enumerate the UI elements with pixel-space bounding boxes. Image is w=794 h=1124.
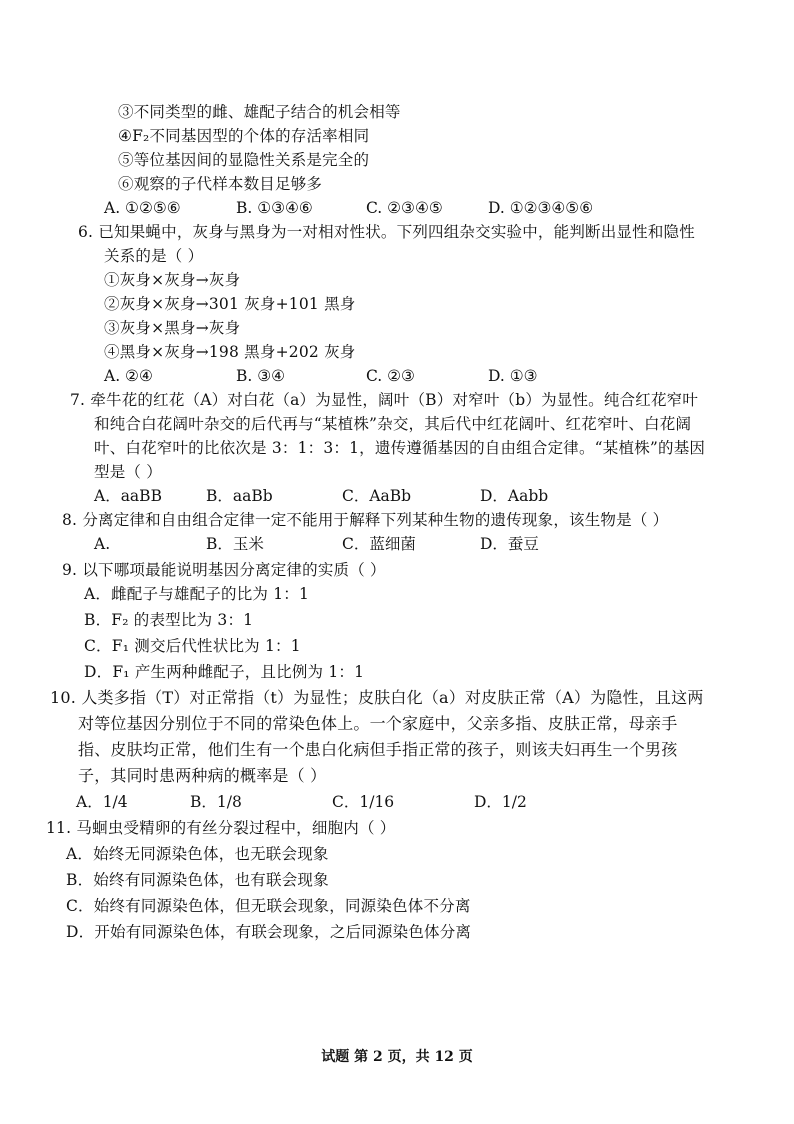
q5-option-b: B. ①③④⑥ (236, 199, 313, 217)
q5-item-4: ④F₂不同基因型的个体的存活率相同 (118, 127, 370, 145)
q7-stem-line2: 和纯合白花阔叶杂交的后代再与“某植株”杂交，其后代中红花阔叶、红花窄叶、白花阔 (94, 415, 692, 433)
q7-stem-line4: 型是（ ） (94, 463, 162, 481)
q8-option-c: C．蓝细菌 (342, 535, 416, 553)
q8-stem-line1: 8. 分离定律和自由组合定律一定不能用于解释下列某种生物的遗传现象，该生物是（ ） (62, 511, 669, 529)
q6-option-a: A. ②④ (104, 367, 153, 385)
q11-option-d: D．开始有同源染色体，有联会现象，之后同源染色体分离 (66, 923, 472, 941)
q9-option-b: B．F₂ 的表型比为 3：1 (84, 611, 254, 629)
q10-stem-line3: 指、皮肤均正常，他们生有一个患白化病但手指正常的孩子，则该夫妇再生一个男孩 (78, 740, 678, 759)
q11-option-b: B．始终有同源染色体，也有联会现象 (66, 871, 329, 889)
q10-option-c: C．1/16 (332, 793, 395, 811)
q11-option-a: A．始终无同源染色体，也无联会现象 (66, 845, 329, 863)
q10-option-b: B．1/8 (190, 793, 242, 811)
q8-option-d: D．蚕豆 (480, 535, 539, 553)
q5-option-c: C. ②③④⑤ (366, 199, 443, 217)
q5-item-6: ⑥观察的子代样本数目足够多 (118, 175, 323, 193)
q11-stem-line1: 11. 马蛔虫受精卵的有丝分裂过程中，细胞内（ ） (46, 819, 396, 837)
q10-option-d: D．1/2 (474, 793, 527, 811)
q8-option-a: A. (94, 535, 111, 553)
q9-option-c: C．F₁ 测交后代性状比为 1：1 (84, 637, 301, 655)
q9-option-a: A．雌配子与雄配子的比为 1：1 (84, 585, 310, 603)
q6-stem-line2: 关系的是（ ） (104, 247, 204, 265)
q6-option-c: C. ②③ (366, 367, 415, 385)
q10-stem-line1: 10. 人类多指（T）对正常指（t）为显性；皮肤白化（a）对皮肤正常（A）为隐性，且这两 (50, 688, 704, 707)
q8-option-b: B．玉米 (206, 535, 264, 553)
q11-option-c: C．始终有同源染色体，但无联会现象，同源染色体不分离 (66, 897, 471, 915)
q6-item-4: ④黑身×灰身→198 黑身+202 灰身 (104, 343, 356, 361)
q10-stem-line4: 子，其同时患两种病的概率是（ ） (78, 766, 327, 785)
q7-option-c: C．AaBb (342, 487, 412, 505)
q6-option-d: D. ①③ (488, 367, 538, 385)
q6-option-b: B. ③④ (236, 367, 286, 385)
q5-item-5: ⑤等位基因间的显隐性关系是完全的 (118, 151, 370, 169)
q5-option-a: A. ①②⑤⑥ (104, 199, 181, 217)
q6-item-1: ①灰身×灰身→灰身 (104, 271, 241, 289)
q6-item-2: ②灰身×灰身→301 灰身+101 黑身 (104, 295, 356, 313)
q9-option-d: D．F₁ 产生两种雌配子，且比例为 1：1 (84, 663, 365, 681)
q6-stem-line1: 6. 已知果蝇中，灰身与黑身为一对相对性状。下列四组杂交实验中，能判断出显性和隐性 (78, 223, 695, 241)
q7-option-b: B．aaBb (206, 487, 273, 505)
q7-option-d: D．Aabb (480, 487, 549, 505)
q10-option-a: A．1/4 (76, 793, 128, 811)
q7-option-a: A．aaBB (94, 487, 162, 505)
q5-item-3: ③不同类型的雌、雄配子结合的机会相等 (118, 103, 401, 121)
page-footer: 试题 第 2 页，共 12 页 (321, 1049, 473, 1065)
q10-stem-line2: 对等位基因分别位于不同的常染色体上。一个家庭中，父亲多指、皮肤正常，母亲手 (78, 714, 678, 733)
q6-item-3: ③灰身×黑身→灰身 (104, 319, 241, 337)
q9-stem-line1: 9. 以下哪项最能说明基因分离定律的实质（ ） (62, 561, 386, 579)
q5-option-d: D. ①②③④⑤⑥ (488, 199, 594, 217)
q7-stem-line3: 叶、白花窄叶的比依次是 3：1：3：1，遗传遵循基因的自由组合定律。“某植株”的基因 (94, 439, 706, 457)
q7-stem-line1: 7. 牵牛花的红花（A）对白花（a）为显性，阔叶（B）对窄叶（b）为显性。纯合红花窄叶 (70, 391, 699, 409)
